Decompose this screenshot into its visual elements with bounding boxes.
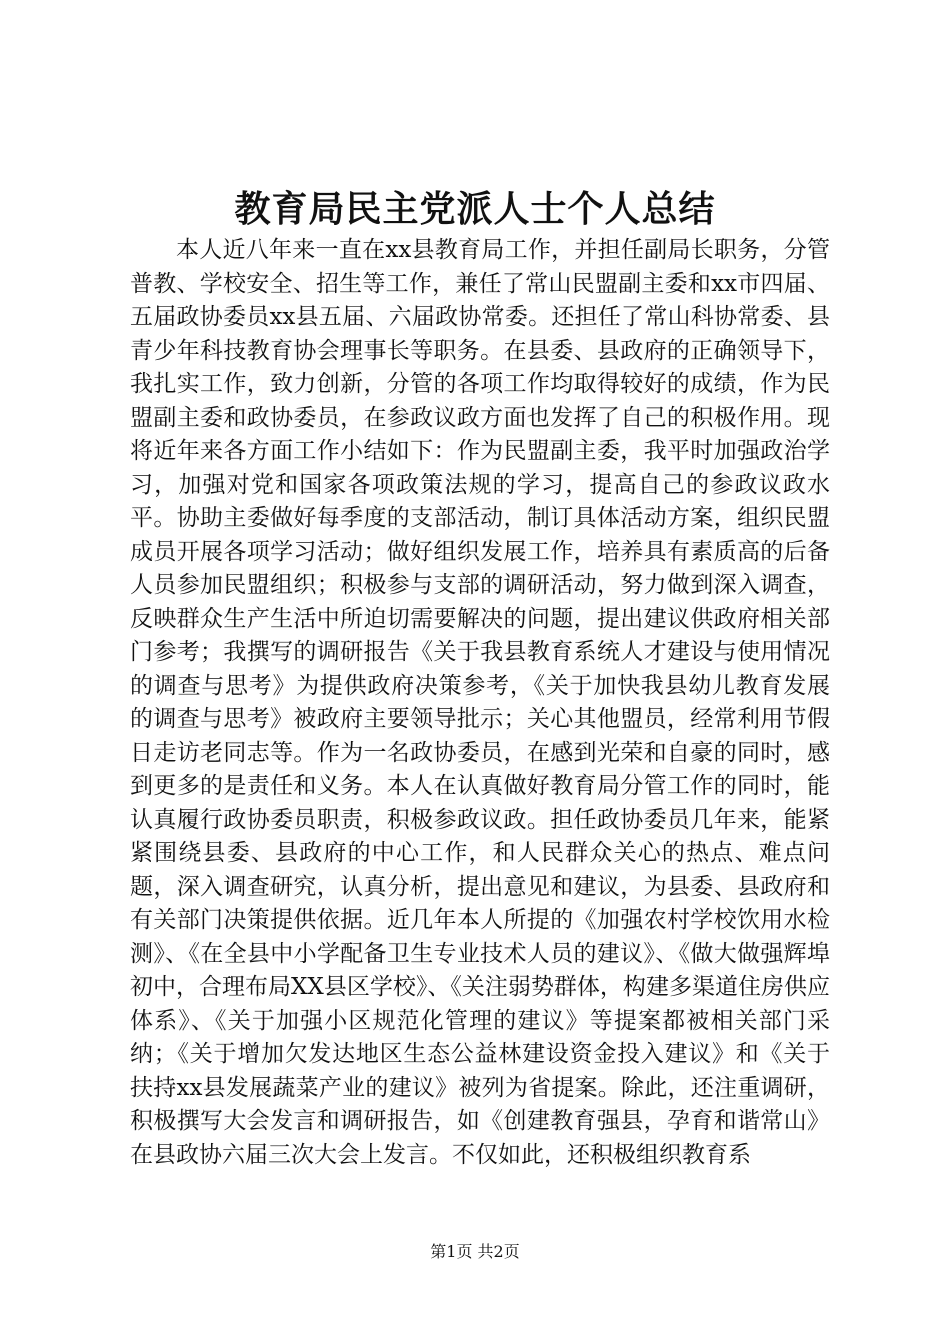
page-footer: 第1页 共2页 (430, 1242, 520, 1261)
document-body: 本人近八年来一直在xx县教育局工作，并担任副局长职务，分管普教、学校安全、招生等工作，兼任了常山民盟副主委和xx市四届、五届政协委员xx县五届、六届政协常委。还担任了常山科协常委、县青少年科技教育协会理事长等职务。在县委、县政府的正确领导下，我扎实工作，致力创新，分管的各项工作均取得较好的成绩，作为民盟副主委和政协委员，在参政议政方面也发挥了自己的积极作用。现将近年来各方面工作小结如下：作为民盟副主委，我平时加强政治学习，加强对党和国家各项政策法规的学习，提高自己的参政议政水平。协助主委做好每季度的支部活动，制订具体活动方案，组织民盟成员开展各项学习活动；做好组织发展工作，培养具有素质高的后备人员参加民盟组织；积极参与支部的调研活动，努力做到深入调查，反映群众生产生活中所迫切需要解决的问题，提出建议供政府相关部门参考；我撰写的调研报告《关于我县教育系统人才建设与使用情况的调查与思考》为提供政府决策参考，《关于加快我县幼儿教育发展的调查与思考》被政府主要领导批示；关心其他盟员，经常利用节假日走访老同志等。作为一名政协委员，在感到光荣和自豪的同时，感到更多的是责任和义务。本人在认真做好教育局分管工作的同时，能认真履行政协委员职责，积极参政议政。担任政协委员几年来，能紧紧围绕县委、县政府的中心工作，和人民群众关心的热点、难点问题，深入调查研究，认真分析，提出意见和建议，为县委、县政府和有关部门决策提供依据。近几年本人所提的《加强农村学校饮用水检测》、《在全县中小学配备卫生专业技术人员的建议》、《做大做强辉埠初中，合理布局XX县区学校》、《关注弱势群体，构建多渠道住房供应体系》、《关于加强小区规范化管理的建议》等提案都被相关部门采纳；《关于增加欠发达地区生态公益林建设资金投入建议》和《关于扶持xx县发展蔬菜产业的建议》被列为省提案。除此，还注重调研，积极撰写大会发言和调研报告，如《创建教育强县，孕育和谐常山》在县政协六届三次大会上发言。不仅如此，还积极组织教育系 (130, 237, 830, 1168)
document-title: 教育局民主党派人士个人总结 (234, 188, 716, 230)
